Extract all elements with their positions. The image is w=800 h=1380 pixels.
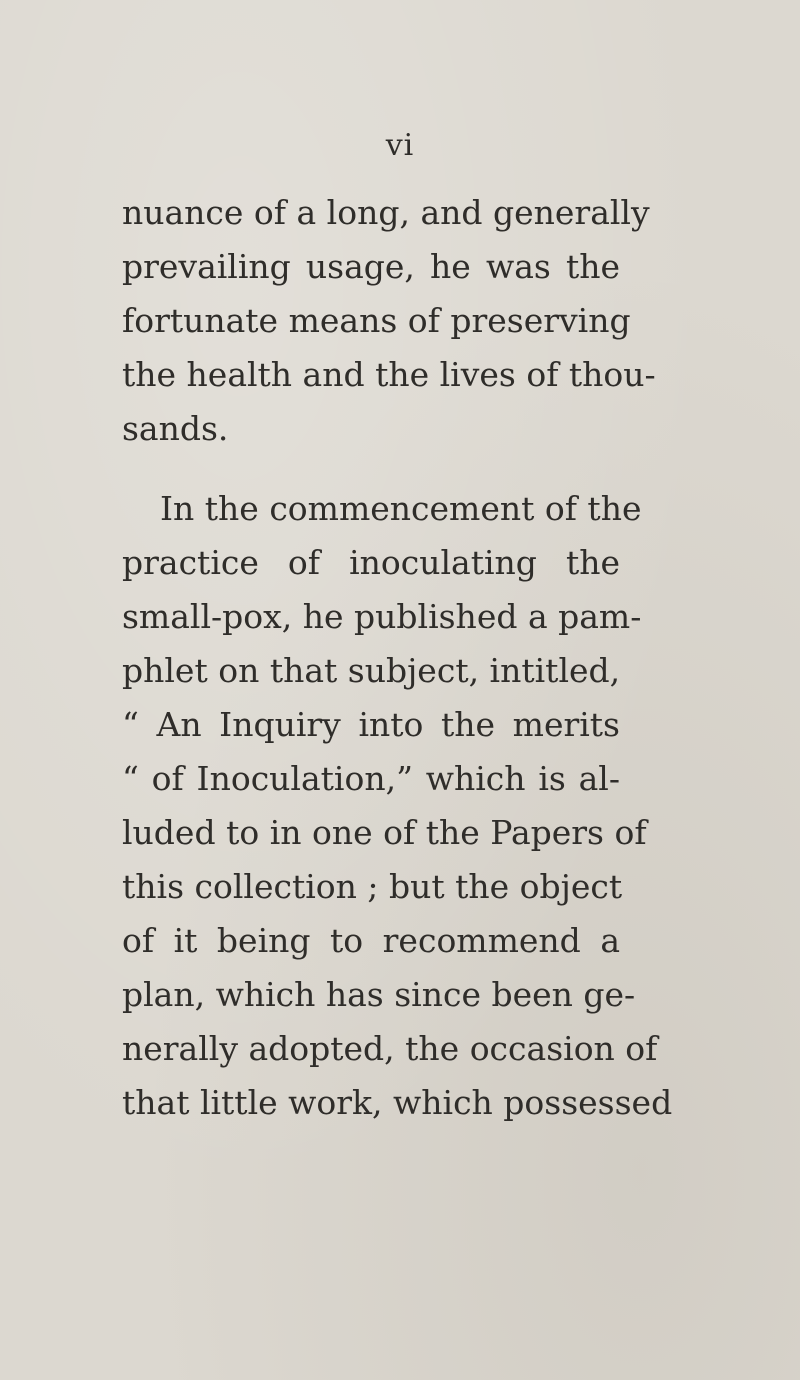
text-line: practice of inoculating the [122, 543, 620, 582]
text-line: prevailing usage, he was the [122, 247, 620, 286]
page-number: vi [385, 128, 415, 163]
text-line: of it being to recommend a [122, 921, 620, 960]
text-line: that little work, which possessed [122, 1083, 673, 1122]
text-line: luded to in one of the Papers of [122, 813, 647, 852]
text-line: sands. [122, 409, 229, 448]
text-line: nerally adopted, the occasion of [122, 1029, 658, 1068]
text-line: small-pox, he published a pam- [122, 597, 642, 636]
paragraph-1 [122, 186, 656, 456]
text-line: fortunate means of preserving [122, 301, 631, 340]
text-line: nuance of a long, and generally [122, 193, 650, 232]
text-line: phlet on that subject, intitled, [122, 651, 621, 690]
text-line: “ of Inoculation,” which is al- [122, 759, 620, 798]
text-line: “ An Inquiry into the merits [122, 705, 620, 744]
text-line: plan, which has since been ge- [122, 975, 636, 1014]
paragraph-2 [122, 482, 673, 1130]
text-line: the health and the lives of thou- [122, 355, 656, 394]
text-line: this collection ; but the object [122, 867, 623, 906]
text-line: In the commencement of the [160, 489, 642, 528]
